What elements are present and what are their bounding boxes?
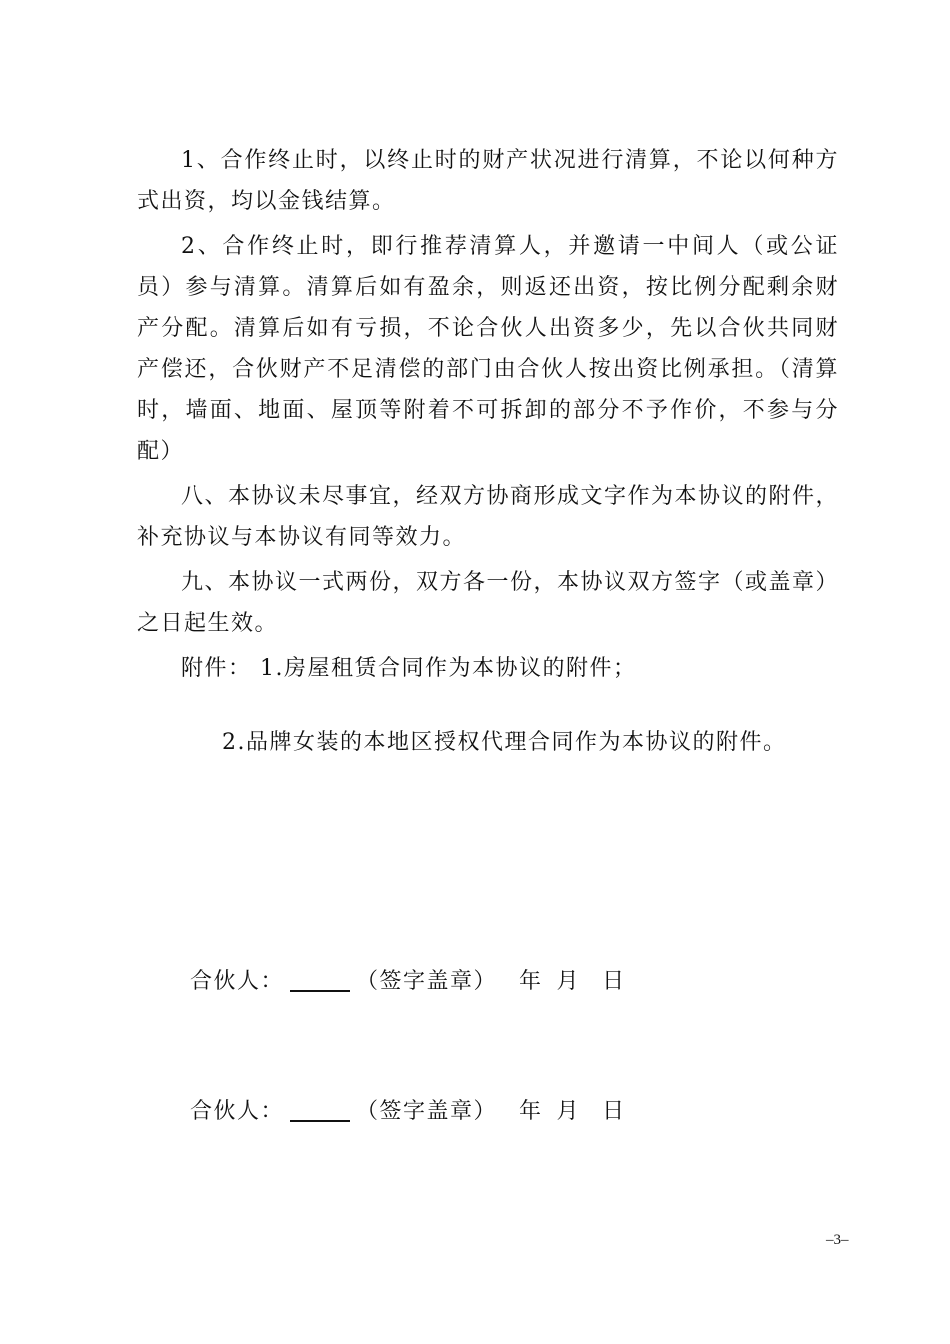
partner-label: 合伙人： [190, 969, 285, 994]
attachment-item-1: 1.房屋租赁合同作为本协议的附件； [260, 656, 637, 681]
attachment-item-2: 2.品牌女装的本地区授权代理合同作为本协议的附件。 [222, 730, 787, 755]
clause-8-supplementary: 八、本协议未尽事宜，经双方协商形成文字作为本协议的附件，补充协议与本协议有同等效力。 [137, 484, 840, 550]
signature-line-2 [190, 1095, 626, 1129]
signature-blank [290, 970, 350, 992]
signature-blank [290, 1100, 350, 1122]
month-label: 月 [556, 969, 581, 994]
partner-label: 合伙人： [190, 1099, 285, 1124]
signature-line-1 [190, 965, 626, 999]
month-label: 月 [556, 1099, 581, 1124]
year-label: 年 [519, 969, 543, 994]
clause-2-liquidation: 2、合作终止时，即行推荐清算人，并邀请一中间人（或公证员）参与清算。清算后如有盈余，则返还出资，按比例分配剩余财产分配。清算后如有亏损，不论合伙人出资多少，先以合伙共同财产偿还，合伙财产不足清偿的部门由合伙人按出资比例承担。（清算时，墙面、地面、屋顶等附着不可拆卸的部分不予作价，不参与分配） [137, 234, 839, 464]
page-number: –3– [826, 1232, 849, 1248]
year-label: 年 [519, 1099, 543, 1124]
agreement-body [137, 140, 839, 693]
clause-1-termination-settlement: 1、合作终止时，以终止时的财产状况进行清算，不论以何种方式出资，均以金钱结算。 [137, 148, 839, 214]
attachments-label: 附件： [181, 656, 252, 681]
day-label: 日 [602, 969, 626, 994]
day-label: 日 [602, 1099, 626, 1124]
sign-seal-note: （签字盖章） [356, 1099, 498, 1124]
clause-9-effectiveness: 九、本协议一式两份，双方各一份，本协议双方签字（或盖章）之日起生效。 [137, 570, 840, 636]
sign-seal-note: （签字盖章） [356, 969, 498, 994]
attachments-line [137, 648, 839, 689]
